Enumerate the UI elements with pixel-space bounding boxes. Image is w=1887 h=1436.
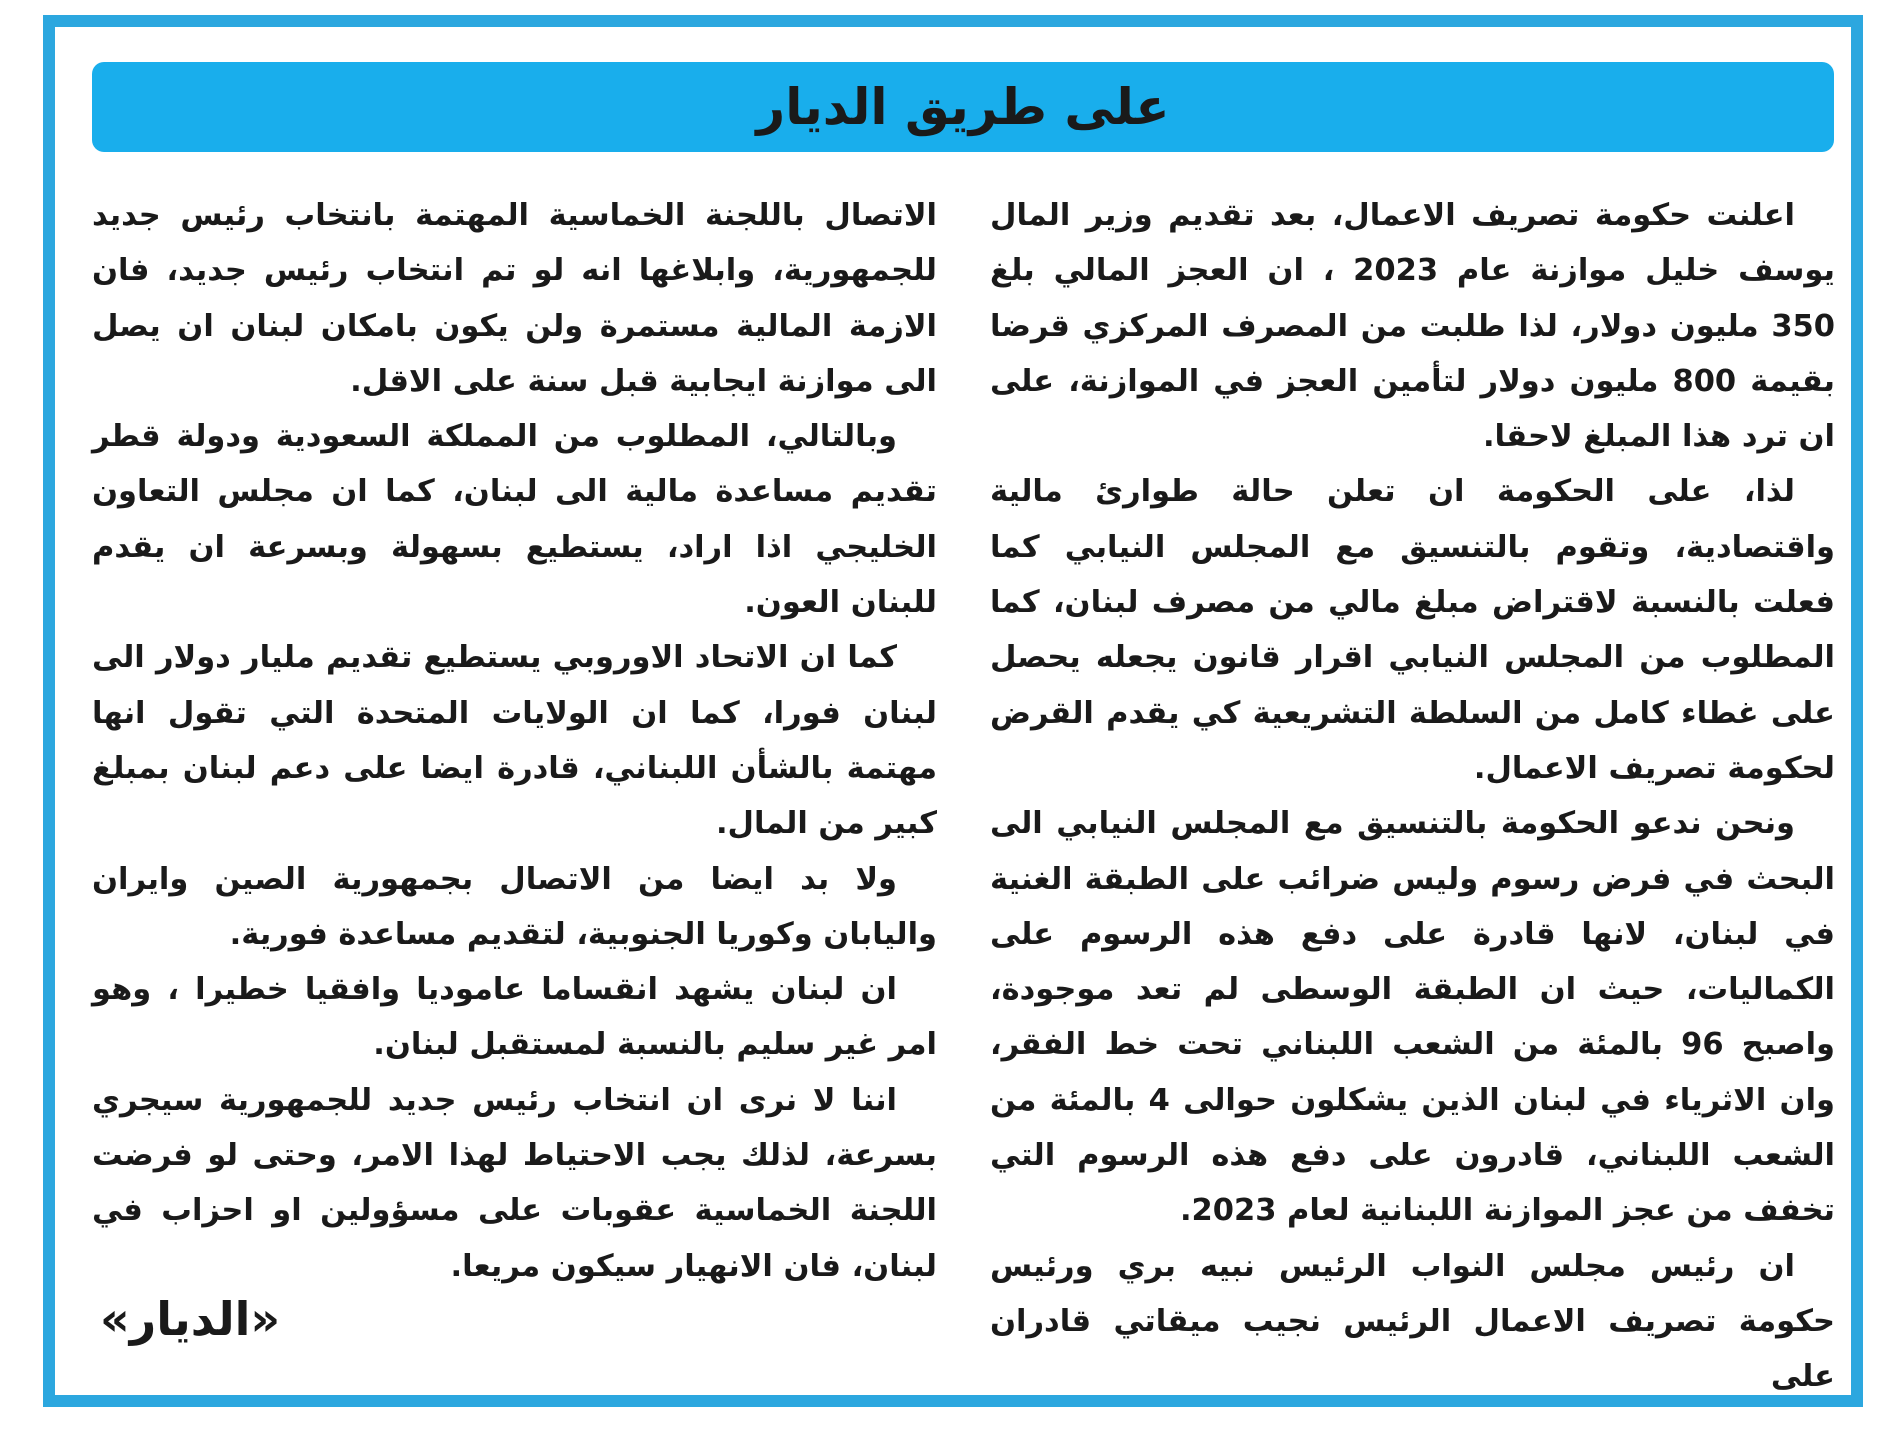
paragraph: وبالتالي، المطلوب من المملكة السعودية ودولة قطر تقديم مساعدة مالية الى لبنان، كما ان مجلس التعاون الخليجي اذا اراد، يستطيع بسهولة وبسرعة ان يقدم للبنان العون. bbox=[92, 419, 937, 621]
paragraph: كما ان الاتحاد الاوروبي يستطيع تقديم مليار دولار الى لبنان فورا، كما ان الولايات المتحدة التي تقول انها مهتمة بالشأن اللبناني، قادرة ايضا على دعم لبنان بمبلغ كبير من المال. bbox=[92, 640, 937, 842]
title-banner bbox=[92, 62, 1834, 152]
paragraph: الاتصال باللجنة الخماسية المهتمة بانتخاب رئيس جديد للجمهورية، وابلاغها انه لو تم انتخاب رئيس جديد، فان الازمة المالية مستمرة ولن يكون بامكان لبنان ان يصل الى موازنة ايجابية قبل سنة على الاقل. bbox=[92, 198, 937, 399]
paragraph: اعلنت حكومة تصريف الاعمال، بعد تقديم وزير المال يوسف خليل موازنة عام 2023 ، ان العجز المالي بلغ 350 مليون دولار، لذا طلبت من المصرف المركزي قرضا بقيمة 800 مليون دولار لتأمين العجز في الموازنة، على ان ترد هذا المبلغ لاحقا. bbox=[990, 198, 1836, 455]
page-title: على طريق الديار bbox=[756, 78, 1170, 136]
paragraph: لذا، على الحكومة ان تعلن حالة طوارئ مالية واقتصادية، وتقوم بالتنسيق مع المجلس النيابي كما فعلت بالنسبة لاقتراض مبلغ مالي من مصرف لبنان، كما المطلوب من المجلس النيابي اقرار قانون يجعله يحصل على غطاء كامل من السلطة التشريعية كي يقدم القرض لحكومة تصريف الاعمال. bbox=[990, 474, 1835, 786]
paragraph: ان لبنان يشهد انقساما عاموديا وافقيا خطيرا ، وهو امر غير سليم بالنسبة لمستقبل لبنان. bbox=[92, 972, 937, 1063]
paragraph: ان رئيس مجلس النواب الرئيس نبيه بري ورئيس حكومة تصريف الاعمال الرئيس نجيب ميقاتي قادران على bbox=[990, 1248, 1835, 1395]
signature: «الديار» bbox=[100, 1292, 281, 1346]
article-column-right bbox=[990, 188, 1835, 1405]
paragraph: اننا لا نرى ان انتخاب رئيس جديد للجمهورية سيجري بسرعة، لذلك يجب الاحتياط لهذا الامر، وحتى لو فرضت اللجنة الخماسية عقوبات على مسؤولين او احزاب في لبنان، فان الانهيار سيكون مريعا. bbox=[92, 1082, 937, 1284]
paragraph: ونحن ندعو الحكومة بالتنسيق مع المجلس النيابي الى البحث في فرض رسوم وليس ضرائب على الطبقة الغنية في لبنان، لانها قادرة على دفع هذه الرسوم على الكماليات، حيث ان الطبقة الوسطى لم تعد موجودة، واصبح 96 بالمئة من الشعب اللبناني تحت خط الفقر، وان الاثرياء في لبنان الذين يشكلون حوالى 4 بالمئة من الشعب اللبناني، قادرون على دفع هذه الرسوم التي تخفف من عجز الموازنة اللبنانية لعام 2023. bbox=[990, 806, 1835, 1229]
article-column-left bbox=[92, 188, 937, 1294]
paragraph: ولا بد ايضا من الاتصال بجمهورية الصين وايران واليابان وكوريا الجنوبية، لتقديم مساعدة فورية. bbox=[92, 861, 937, 952]
